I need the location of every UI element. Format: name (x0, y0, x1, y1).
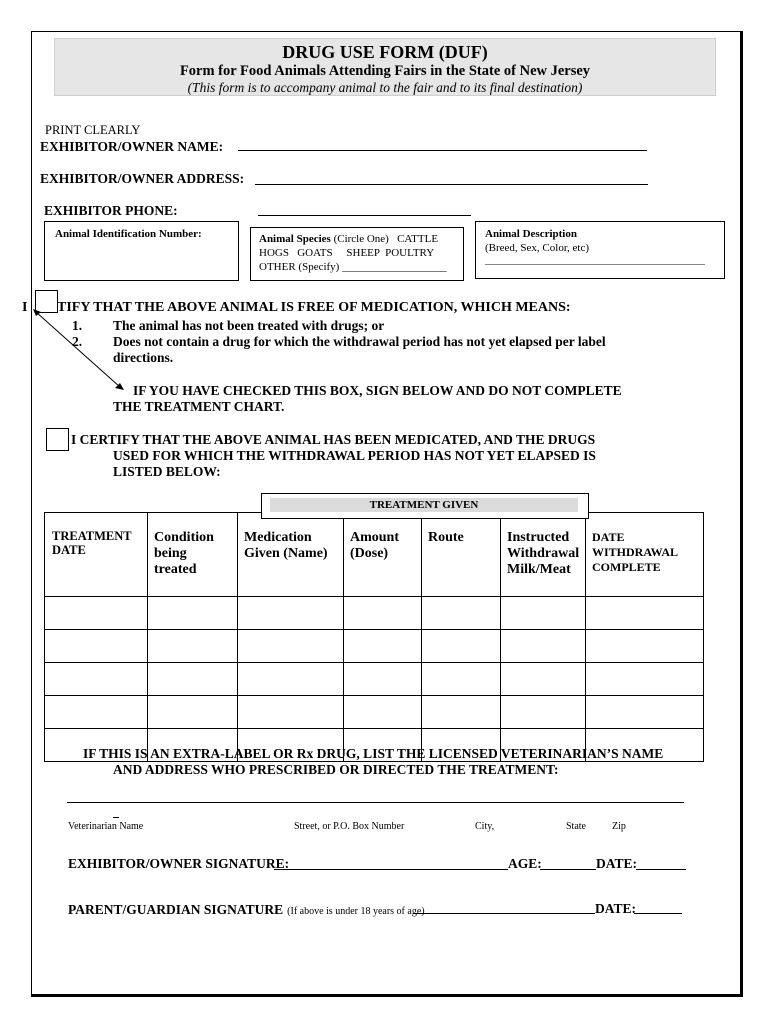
table-cell[interactable] (238, 597, 344, 630)
table-cell[interactable] (148, 597, 238, 630)
certify-free-item1-num: 1. (72, 318, 83, 333)
certify-free-note-line1: IF YOU HAVE CHECKED THIS BOX, SIGN BELOW AND DO NOT COMPLETE (133, 383, 622, 398)
header-line: Milk/Meat (507, 562, 571, 577)
owner-address-label: EXHIBITOR/OWNER ADDRESS: (40, 171, 245, 186)
owner-signature-field[interactable] (274, 869, 508, 870)
print-clearly-label: PRINT CLEARLY (45, 123, 141, 137)
treatment-table (44, 512, 704, 762)
form-title: DRUG USE FORM (DUF) (282, 42, 488, 62)
col-route (422, 513, 501, 597)
animal-species-label: Animal Species (259, 233, 331, 245)
table-row (45, 597, 704, 630)
table-cell[interactable] (344, 597, 422, 630)
header-line: WITHDRAWAL (592, 545, 679, 559)
certify-free-lead: I (22, 300, 28, 315)
table-row (45, 663, 704, 696)
table-cell[interactable] (422, 630, 501, 663)
animal-description-label: Animal Description (485, 228, 577, 240)
parent-date-field[interactable] (634, 913, 682, 914)
header-line: treated (154, 562, 197, 577)
treatment-given-title: TREATMENT GIVEN (270, 498, 578, 512)
vet-name-label: Veterinarian Name (68, 821, 144, 832)
vet-instruction-line2: AND ADDRESS WHO PRESCRIBED OR DIRECTED THE TREATMENT: (113, 762, 559, 777)
table-cell[interactable] (501, 696, 586, 729)
table-row (45, 696, 704, 729)
pointer-arrow-icon (0, 0, 770, 420)
table-cell[interactable] (501, 663, 586, 696)
certify-free-item2-line1: Does not contain a drug for which the withdrawal period has not yet elapsed per label (113, 334, 606, 349)
header-line: COMPLETE (592, 560, 661, 574)
parent-date-label: DATE: (595, 901, 637, 916)
vet-city-label: City, (475, 821, 495, 832)
certify-free-note-line2: THE TREATMENT CHART. (113, 399, 285, 414)
col-condition (148, 513, 238, 597)
table-cell[interactable] (422, 696, 501, 729)
species-cattle[interactable]: CATTLE (397, 233, 439, 245)
col-medication (238, 513, 344, 597)
table-cell[interactable] (344, 630, 422, 663)
col-date-complete (586, 513, 704, 597)
animal-description-hint: (Breed, Sex, Color, etc) (485, 242, 590, 254)
certify-free-heading: TIFY THAT THE ABOVE ANIMAL IS FREE OF MEDICATION, WHICH MEANS: (57, 300, 571, 315)
table-cell[interactable] (501, 597, 586, 630)
certify-free-item2-num: 2. (72, 334, 83, 349)
table-cell[interactable] (45, 630, 148, 663)
header-line: DATE (52, 543, 86, 557)
col-treatment-date (45, 513, 148, 597)
table-cell[interactable] (238, 696, 344, 729)
table-cell[interactable] (422, 597, 501, 630)
owner-name-label: EXHIBITOR/OWNER NAME: (40, 139, 224, 154)
table-cell[interactable] (148, 630, 238, 663)
form-note: (This form is to accompany animal to the fair and to its final destination) (187, 80, 583, 95)
header-line: being (154, 546, 187, 561)
table-cell[interactable] (344, 696, 422, 729)
table-cell[interactable] (148, 696, 238, 729)
vet-info-tick (113, 817, 119, 818)
header-line: Withdrawal (507, 546, 580, 561)
table-cell[interactable] (148, 663, 238, 696)
vet-state-label: State (566, 821, 586, 832)
table-cell[interactable] (45, 597, 148, 630)
vet-instruction-line1: IF THIS IS AN EXTRA-LABEL OR Rx DRUG, LIST THE LICENSED VETERINARIAN’S NAME (83, 746, 664, 761)
table-cell[interactable] (586, 696, 704, 729)
vet-info-field[interactable] (67, 802, 684, 803)
animal-id-label: Animal Identification Number: (55, 228, 202, 240)
certify-medicated-line2: USED FOR WHICH THE WITHDRAWAL PERIOD HAS NOT YET ELAPSED IS (113, 448, 596, 463)
vet-zip-label: Zip (612, 821, 626, 832)
header-line: (Dose) (350, 546, 389, 561)
certify-free-item2-line2: directions. (113, 350, 174, 365)
header-line: Medication (244, 530, 312, 545)
certify-medicated-checkbox[interactable] (46, 428, 69, 451)
header-line: DATE (592, 530, 625, 544)
col-withdrawal (501, 513, 586, 597)
parent-signature-label: PARENT/GUARDIAN SIGNATURE (68, 902, 284, 917)
owner-date-label: DATE: (596, 856, 638, 871)
table-cell[interactable] (586, 630, 704, 663)
col-amount (344, 513, 422, 597)
header-line: Amount (350, 530, 400, 545)
certify-medicated-line3: LISTED BELOW: (113, 464, 221, 479)
parent-signature-row (68, 901, 425, 919)
parent-signature-note: (If above is under 18 years of age) (287, 906, 425, 917)
treatment-given-box (261, 493, 589, 519)
table-cell[interactable] (422, 663, 501, 696)
form-subtitle: Form for Food Animals Attending Fairs in the State of New Jersey (179, 63, 591, 79)
animal-species-other[interactable]: OTHER (Specify) ___________________ (259, 261, 447, 273)
table-row (45, 630, 704, 663)
table-cell[interactable] (586, 663, 704, 696)
table-cell[interactable] (45, 663, 148, 696)
table-cell[interactable] (238, 663, 344, 696)
animal-species-hint: (Circle One) (333, 233, 389, 245)
certify-medicated-line1: I CERTIFY THAT THE ABOVE ANIMAL HAS BEEN MEDICATED, AND THE DRUGS (71, 432, 596, 447)
header-line: TREATMENT (52, 529, 132, 543)
table-cell[interactable] (45, 696, 148, 729)
header-line: Given (Name) (244, 546, 328, 561)
certify-free-item1: The animal has not been treated with drugs; or (113, 318, 385, 333)
owner-phone-label: EXHIBITOR PHONE: (44, 203, 178, 218)
owner-date-field[interactable] (636, 869, 686, 870)
table-cell[interactable] (344, 663, 422, 696)
table-cell[interactable] (238, 630, 344, 663)
header-line: Instructed (507, 530, 570, 545)
header-line: Route (428, 530, 464, 545)
age-field[interactable] (540, 869, 596, 870)
header-line: Condition (154, 530, 214, 545)
parent-signature-field[interactable] (414, 913, 595, 914)
table-cell[interactable] (586, 597, 704, 630)
vet-street-label: Street, or P.O. Box Number (294, 821, 405, 832)
owner-signature-label: EXHIBITOR/OWNER SIGNATURE: (68, 856, 290, 871)
treatment-header-row (45, 513, 704, 597)
animal-species-line2[interactable]: HOGS GOATS SHEEP POULTRY (259, 247, 435, 259)
age-label: AGE: (508, 856, 542, 871)
table-cell[interactable] (501, 630, 586, 663)
